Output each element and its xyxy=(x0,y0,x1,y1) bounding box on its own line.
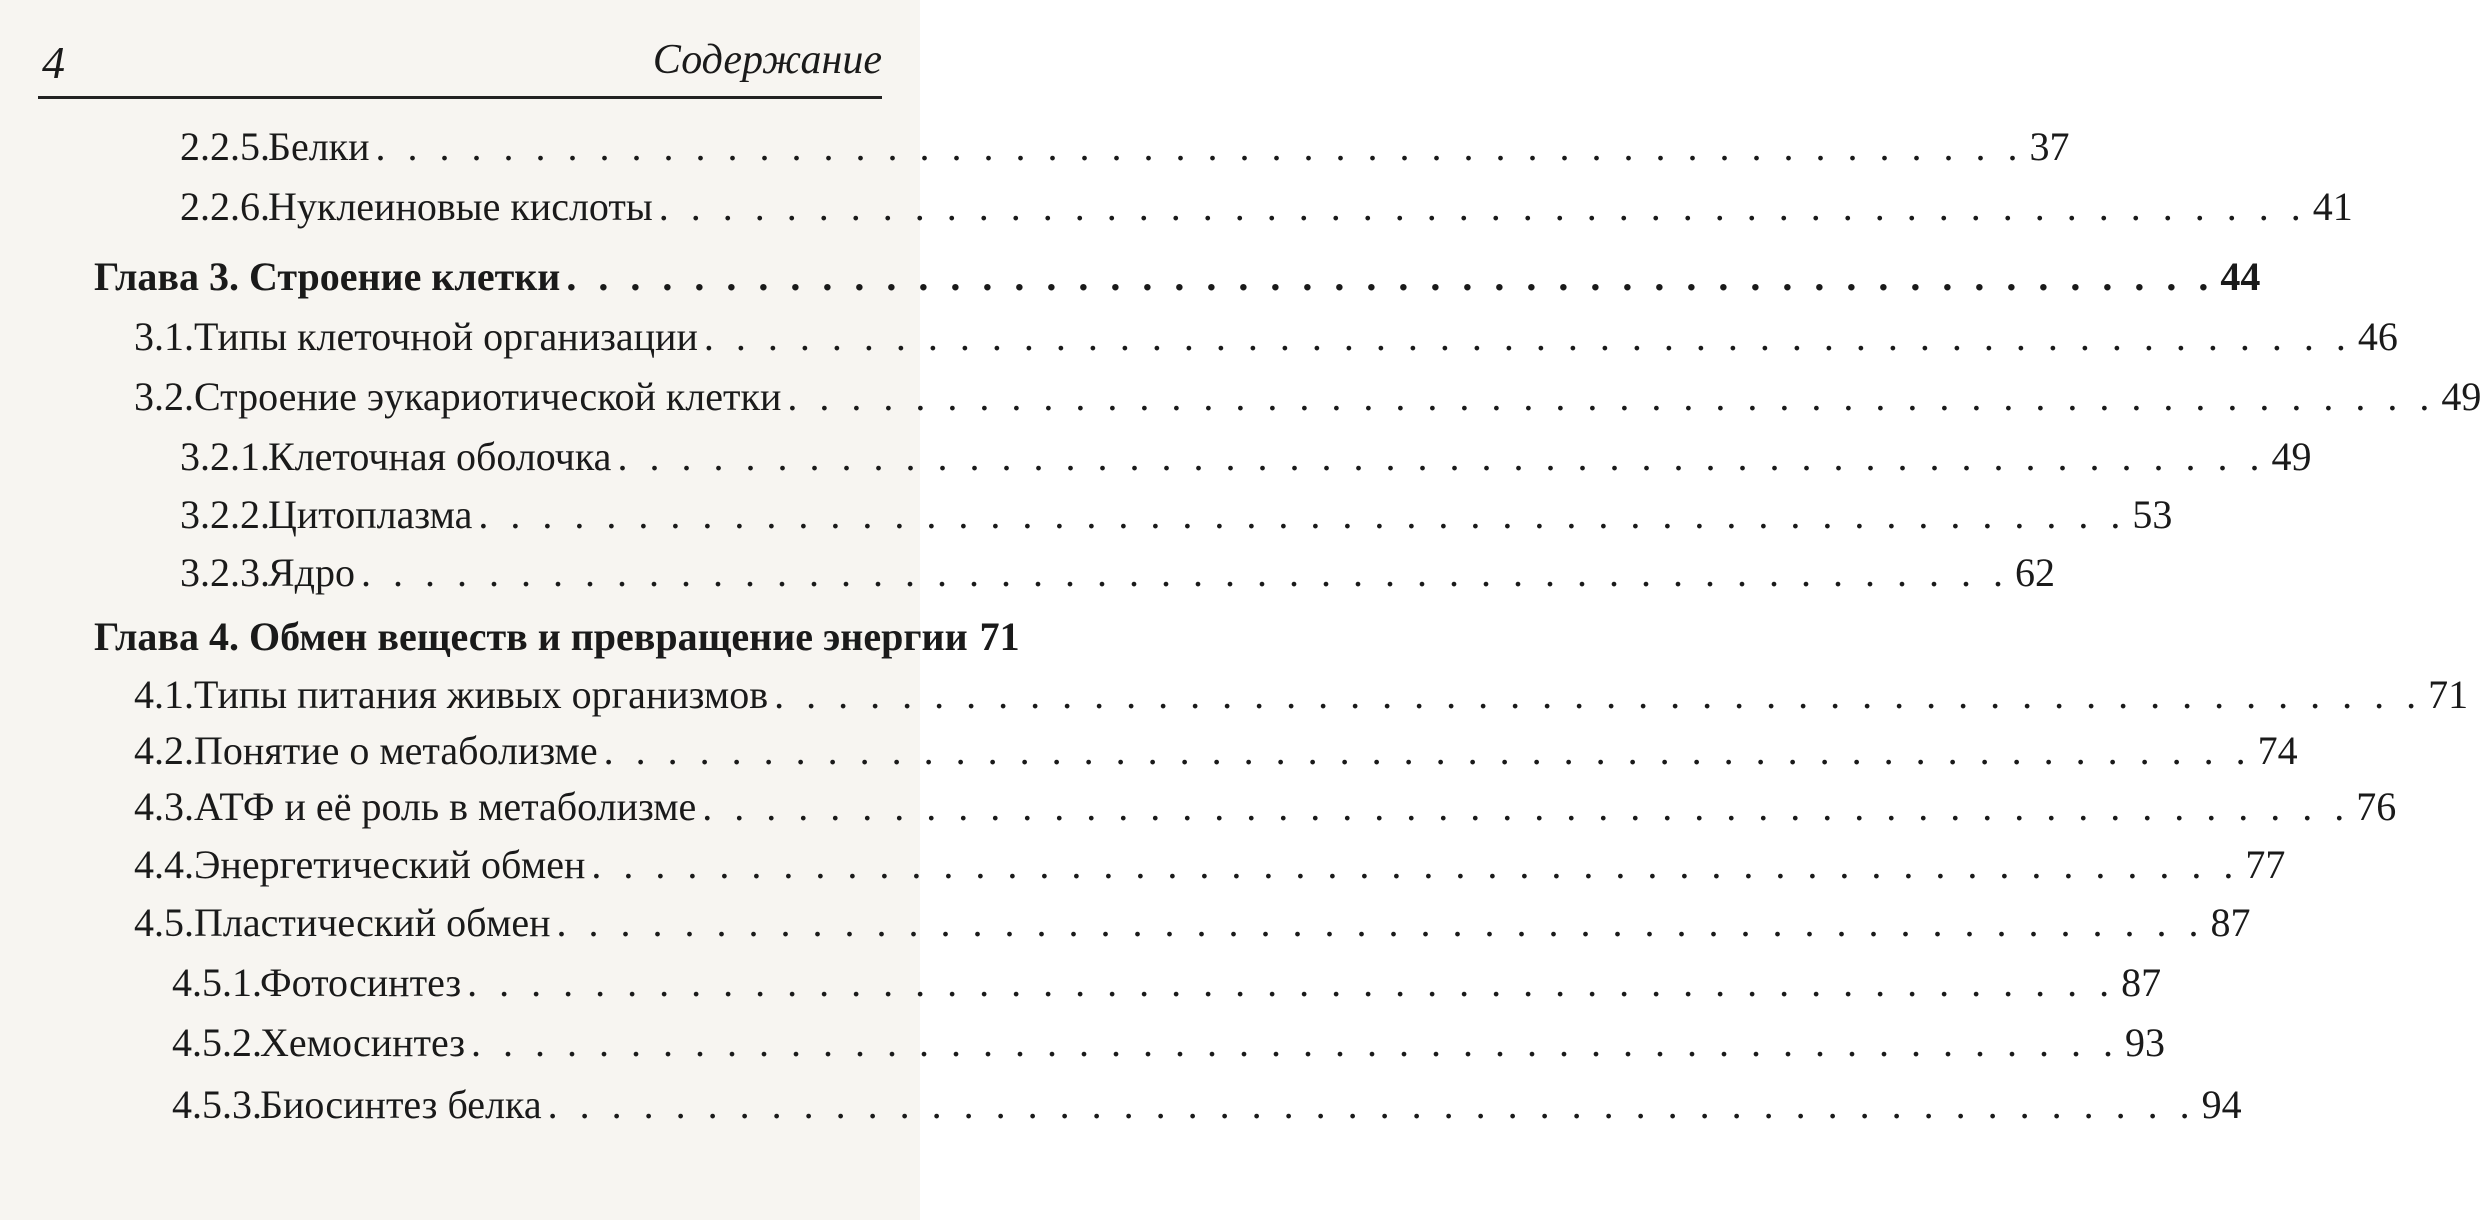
toc-entry[interactable] xyxy=(180,542,2056,604)
toc-entry-number: 4.5.1. xyxy=(172,960,262,1005)
toc-entry-number: 3.2.1. xyxy=(180,434,270,479)
dot-leader xyxy=(774,664,2422,726)
toc-entry-page: 71 xyxy=(979,614,1020,659)
toc-entry-title: Нуклеиновые кислоты xyxy=(268,184,653,229)
toc-entry[interactable] xyxy=(134,366,2481,428)
dot-leader xyxy=(361,542,2009,604)
running-title: Содержание xyxy=(652,37,882,83)
toc-entry[interactable] xyxy=(172,952,2162,1014)
toc-entry-title: Биосинтез белка xyxy=(260,1082,542,1127)
toc-entry[interactable] xyxy=(180,176,2353,238)
toc-entry-page: 62 xyxy=(2015,550,2056,595)
toc-entry[interactable] xyxy=(134,892,2251,954)
toc-entry-title: Энергетический обмен xyxy=(194,842,586,887)
toc-entry[interactable] xyxy=(180,484,2173,546)
toc-entry-page: 37 xyxy=(2029,124,2070,169)
toc-entry-title: Цитоплазма xyxy=(268,492,473,537)
toc-entry-title: Хемосинтез xyxy=(260,1020,466,1065)
toc-entry-number: 2.2.6. xyxy=(180,184,270,229)
toc-entry[interactable] xyxy=(180,426,2312,488)
dot-leader xyxy=(548,1074,2196,1136)
toc-entry-number: 4.1. xyxy=(134,672,194,717)
toc-entry-number: 3.2.2. xyxy=(180,492,270,537)
toc-entry-page: 46 xyxy=(2357,314,2398,359)
toc-entry-page: 74 xyxy=(2257,728,2298,773)
toc-entry-number: 4.3. xyxy=(134,784,194,829)
toc-entry-number: 4.4. xyxy=(134,842,194,887)
toc-entry-page: 49 xyxy=(2441,374,2481,419)
dot-leader xyxy=(467,952,2115,1014)
dot-leader xyxy=(659,176,2307,238)
toc-entry[interactable] xyxy=(134,720,2298,782)
page-number: 4 xyxy=(42,37,65,88)
dot-leader xyxy=(617,426,2265,488)
toc-entry-number: 3.2. xyxy=(134,374,194,419)
toc-entry-title: Ядро xyxy=(268,550,356,595)
header-rule xyxy=(38,96,882,99)
dot-leader xyxy=(376,116,2024,178)
toc-entry-number: 4.2. xyxy=(134,728,194,773)
toc-chapter-title: Глава 3. Строение клетки xyxy=(94,254,561,299)
toc-entry-title: Клеточная оболочка xyxy=(268,434,612,479)
toc-entry-title: АТФ и её роль в метаболизме xyxy=(194,784,697,829)
toc-entry-page: 53 xyxy=(2132,492,2173,537)
toc-entry-title: Строение эукариотической клетки xyxy=(194,374,782,419)
toc-entry[interactable] xyxy=(180,116,2070,178)
toc-entry-title: Белки xyxy=(268,124,370,169)
dot-leader xyxy=(566,246,2214,308)
dot-leader xyxy=(557,892,2205,954)
toc-entry-page: 87 xyxy=(2210,900,2251,945)
toc-entry-number: 3.2.3. xyxy=(180,550,270,595)
toc-entry-number: 4.5.2. xyxy=(172,1020,262,1065)
toc-entry-page: 93 xyxy=(2125,1020,2166,1065)
dot-leader xyxy=(471,1012,2119,1074)
toc-entry-page: 41 xyxy=(2312,184,2353,229)
toc-entry-page: 77 xyxy=(2245,842,2286,887)
toc-entry[interactable] xyxy=(172,1074,2242,1136)
toc-entry-number: 4.5. xyxy=(134,900,194,945)
dot-leader xyxy=(478,484,2126,546)
toc-entry-page: 49 xyxy=(2271,434,2312,479)
toc-entry-page: 44 xyxy=(2220,254,2261,299)
toc-entry-number: 2.2.5. xyxy=(180,124,270,169)
toc-chapter-title: Глава 4. Обмен веществ и превращение энергии xyxy=(94,614,968,659)
toc-entry-title: Типы питания живых организмов xyxy=(194,672,769,717)
toc-entry-page: 76 xyxy=(2356,784,2397,829)
toc-entry-number: 3.1. xyxy=(134,314,194,359)
page-header xyxy=(38,28,882,100)
toc-entry-page: 94 xyxy=(2201,1082,2242,1127)
toc-chapter-entry[interactable] xyxy=(94,246,2261,308)
toc-entry-title: Типы клеточной организации xyxy=(194,314,698,359)
dot-leader xyxy=(604,720,2252,782)
dot-leader xyxy=(704,306,2352,368)
toc-entry[interactable] xyxy=(134,776,2397,838)
dot-leader xyxy=(702,776,2350,838)
toc-entry-title: Пластический обмен xyxy=(194,900,551,945)
toc-entry[interactable] xyxy=(172,1012,2166,1074)
toc-chapter-entry[interactable] xyxy=(94,606,1020,668)
toc-entry[interactable] xyxy=(134,306,2398,368)
toc-entry-title: Фотосинтез xyxy=(260,960,462,1005)
dot-leader xyxy=(591,834,2239,896)
toc-entry-number: 4.5.3. xyxy=(172,1082,262,1127)
toc-entry[interactable] xyxy=(134,834,2286,896)
toc-entry-page: 87 xyxy=(2121,960,2162,1005)
toc-entry-title: Понятие о метаболизме xyxy=(194,728,598,773)
toc-entry[interactable] xyxy=(134,664,2469,726)
dot-leader xyxy=(787,366,2435,428)
toc-entry-page: 71 xyxy=(2428,672,2469,717)
